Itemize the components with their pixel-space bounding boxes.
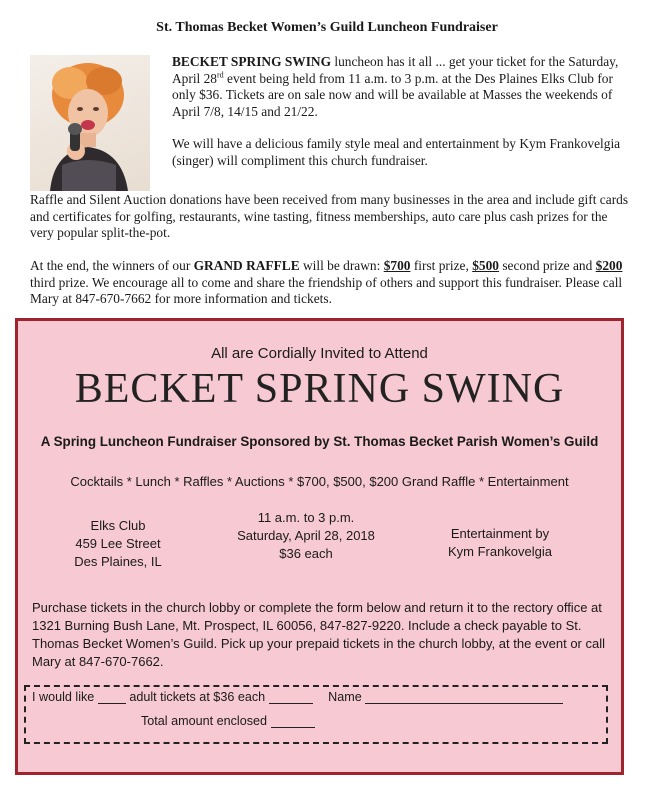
total-amount-field[interactable] <box>271 715 315 728</box>
ticket-order-form <box>24 685 608 744</box>
intro-text <box>172 54 628 169</box>
entertainment-label: Entertainment by <box>450 526 550 541</box>
raffle-paragraph: Raffle and Silent Auction donations have been received from many businesses in the area and include gift cards and certificates for golfing, restaurants, wine tasting, fitness memberships, auto care plus cash prizes for the very popular split-the-pot. <box>30 192 629 240</box>
grand-raffle-label: GRAND RAFFLE <box>193 258 300 273</box>
flyer-features: Cocktails * Lunch * Raffles * Auctions * $700, $500, $200 Grand Raffle * Entertainment <box>70 474 569 489</box>
venue-street: 459 Lee Street <box>75 536 161 551</box>
form-label-total: Total amount enclosed <box>141 714 268 728</box>
grand-raffle-paragraph <box>30 258 630 308</box>
third-prize-amount: $200 <box>595 258 623 273</box>
grand-raffle-text-e: third prize. We encourage all to come and share the friendship of others and support this fundraiser. Please call Mary at 847-670-7662 for more information and tickets. <box>30 274 623 306</box>
singer-photo-illustration <box>30 55 150 191</box>
form-label-would-like: I would like <box>32 690 95 704</box>
venue-city: Des Plaines, IL <box>74 554 162 569</box>
entertainment-block <box>440 525 560 561</box>
ticket-count-field[interactable] <box>98 691 126 704</box>
form-label-adult-tickets: adult tickets at $36 each <box>129 690 266 704</box>
singer-photo <box>30 55 150 191</box>
event-name: BECKET SPRING SWING <box>172 54 331 69</box>
ordinal-suffix: rd <box>217 70 224 80</box>
grand-raffle-text-d: second prize and <box>498 258 596 273</box>
grand-raffle-text-a: At the end, the winners of our <box>30 258 194 273</box>
intro-text-a: luncheon has it all ... get your ticket for the Saturday, April 28 <box>172 54 619 86</box>
grand-raffle-text-c: first prize, <box>410 258 473 273</box>
flyer-invite: All are Cordially Invited to Attend <box>211 345 428 362</box>
name-field[interactable] <box>365 691 563 704</box>
event-flyer <box>15 318 624 775</box>
event-time: 11 a.m. to 3 p.m. <box>257 510 355 525</box>
entertainer-name: Kym Frankovelgia <box>447 544 553 559</box>
venue-name: Elks Club <box>90 518 146 533</box>
page-title: St. Thomas Becket Women’s Guild Luncheon Fundraiser <box>156 20 498 35</box>
ticket-amount-field[interactable] <box>269 691 313 704</box>
ticket-price: $36 each <box>279 546 333 561</box>
first-prize-amount: $700 <box>383 258 411 273</box>
event-date: Saturday, April 28, 2018 <box>237 528 375 543</box>
time-block <box>226 509 386 563</box>
intro-text-b: event being held from 11 a.m. to 3 p.m. at the Des Plaines Elks Club for only $36. Tickets are on sale now and will be available at Masses the weekends of April 7/8, 14/15 and 21/22. <box>172 70 613 119</box>
intro-paragraph-2: We will have a delicious family style meal and entertainment by Kym Frankovelgia (singer) will compliment this church fundraiser. <box>172 136 621 168</box>
flyer-headline: BECKET SPRING SWING <box>74 366 565 412</box>
flyer-subtitle: A Spring Luncheon Fundraiser Sponsored by St. Thomas Becket Parish Women’s Guild <box>40 434 599 449</box>
grand-raffle-text-b: will be drawn: <box>299 258 384 273</box>
form-label-name: Name <box>328 690 362 704</box>
form-row-1 <box>32 690 563 704</box>
purchase-instructions: Purchase tickets in the church lobby or complete the form below and return it to the rectory office at 1321 Burning Bush Lane, Mt. Prospect, IL 60056, 847-827-9220. Include a check payable to St. Thomas Becket Women’s Guild. Pick up your prepaid tickets in the church lobby, at the event or call Mary at 847-670-7662. <box>32 600 606 669</box>
body-text <box>30 192 630 308</box>
form-row-2 <box>141 714 315 728</box>
intro-paragraph-1 <box>172 54 628 120</box>
venue-block <box>70 517 166 571</box>
second-prize-amount: $500 <box>472 258 499 273</box>
